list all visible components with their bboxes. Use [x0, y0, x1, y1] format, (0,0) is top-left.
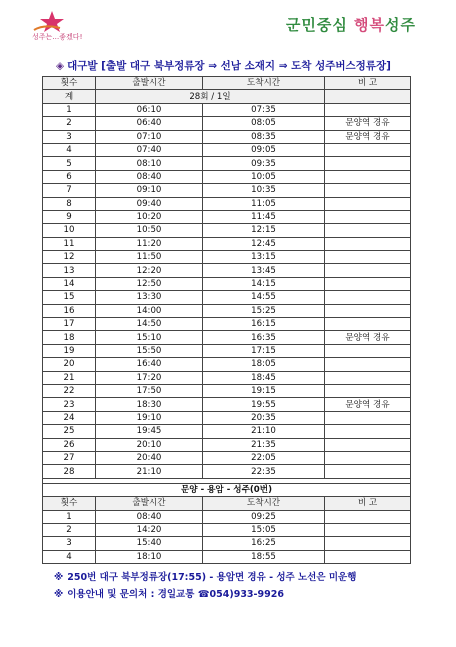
departure-time: 21:10: [96, 465, 203, 478]
arrival-time: 07:35: [203, 103, 325, 116]
reference-mark-icon: ※: [54, 572, 64, 583]
remark: [325, 344, 411, 357]
departure-time: 07:40: [96, 143, 203, 156]
arrival-time: 14:15: [203, 277, 325, 290]
table-row: [43, 157, 411, 170]
arrival-time: 14:55: [203, 291, 325, 304]
table-row: [43, 224, 411, 237]
departure-time: 14:50: [96, 318, 203, 331]
arrival-time: 22:05: [203, 451, 325, 464]
departure-time: 20:40: [96, 451, 203, 464]
page-header: [0, 0, 456, 52]
departure-time: 08:40: [96, 510, 203, 523]
arrival-time: 21:35: [203, 438, 325, 451]
trip-number: 28: [43, 465, 96, 478]
seongju-slogan-logo: [30, 10, 120, 46]
table-row: [43, 210, 411, 223]
arrival-time: 18:55: [203, 550, 325, 563]
arrival-time: 19:15: [203, 384, 325, 397]
remark: [325, 184, 411, 197]
arrival-time: 20:35: [203, 411, 325, 424]
column-header: 도착시간: [203, 77, 325, 90]
remark: [325, 411, 411, 424]
contact-text: 이용안내 및 문의처 : 경일교통 ☎054)933-9926: [67, 589, 284, 600]
trip-number: 8: [43, 197, 96, 210]
total-value: 28회 / 1일: [96, 90, 325, 103]
column-header: 출발시간: [96, 497, 203, 510]
remark: [325, 550, 411, 563]
table-header-row: [43, 77, 411, 90]
trip-number: 22: [43, 384, 96, 397]
departure-time: 17:50: [96, 384, 203, 397]
arrival-time: 11:05: [203, 197, 325, 210]
total-row: [43, 90, 411, 103]
table-row: [43, 384, 411, 397]
departure-time: 11:50: [96, 251, 203, 264]
departure-time: 15:10: [96, 331, 203, 344]
remark: [325, 523, 411, 536]
arrival-time: 11:45: [203, 210, 325, 223]
remark: [325, 170, 411, 183]
remark: [325, 425, 411, 438]
remark: [325, 210, 411, 223]
table-row: [43, 117, 411, 130]
departure-time: 19:10: [96, 411, 203, 424]
remark: [325, 224, 411, 237]
remark: [325, 510, 411, 523]
departure-time: 12:50: [96, 277, 203, 290]
remark: [325, 384, 411, 397]
schedule-table-body: [43, 77, 411, 479]
trip-number: 5: [43, 157, 96, 170]
trip-number: 16: [43, 304, 96, 317]
notice-line-1: [54, 569, 356, 583]
trip-number: 18: [43, 331, 96, 344]
section-title: 문양 - 용암 - 성주(0번): [43, 483, 411, 496]
trip-number: 14: [43, 277, 96, 290]
trip-number: 3: [43, 537, 96, 550]
table-row: [43, 304, 411, 317]
trip-number: 9: [43, 210, 96, 223]
departure-time: 19:45: [96, 425, 203, 438]
logo-text-part3: 성주: [385, 16, 416, 34]
sub-schedule-table-body: [43, 478, 411, 563]
trip-number: 27: [43, 451, 96, 464]
arrival-time: 16:25: [203, 537, 325, 550]
trip-number: 2: [43, 523, 96, 536]
arrival-time: 09:05: [203, 143, 325, 156]
star-logo-icon: [30, 10, 70, 34]
table-row: [43, 510, 411, 523]
arrival-time: 22:35: [203, 465, 325, 478]
arrival-time: 18:45: [203, 371, 325, 384]
remark: [325, 465, 411, 478]
trip-number: 6: [43, 170, 96, 183]
diamond-bullet-icon: ◈: [56, 60, 65, 72]
column-header: 횟수: [43, 497, 96, 510]
trip-number: 1: [43, 103, 96, 116]
arrival-time: 12:15: [203, 224, 325, 237]
arrival-time: 21:10: [203, 425, 325, 438]
remark: [325, 251, 411, 264]
column-header: 횟수: [43, 77, 96, 90]
table-row: [43, 184, 411, 197]
remark: [325, 318, 411, 331]
remark: 문양역 경유: [325, 398, 411, 411]
route-title-text: 대구발 [출발 대구 북부정류장 ⇒ 선남 소재지 ⇒ 도착 성주버스정류장]: [67, 60, 391, 72]
column-header: 비 고: [325, 497, 411, 510]
table-row: [43, 197, 411, 210]
arrival-time: 09:35: [203, 157, 325, 170]
logo-slogan: 성주는…좋겠다!: [32, 33, 83, 41]
table-row: [43, 398, 411, 411]
notice-text: 250번 대구 북부정류장(17:55) - 용암면 경유 - 성주 노선은 미운행: [67, 572, 357, 583]
departure-time: 10:50: [96, 224, 203, 237]
trip-number: 4: [43, 550, 96, 563]
table-row: [43, 344, 411, 357]
trip-number: 4: [43, 143, 96, 156]
departure-time: 16:40: [96, 358, 203, 371]
departure-time: 20:10: [96, 438, 203, 451]
table-row: [43, 143, 411, 156]
table-row: [43, 523, 411, 536]
arrival-time: 15:05: [203, 523, 325, 536]
trip-number: 11: [43, 237, 96, 250]
section-title-row: [43, 483, 411, 496]
table-row: [43, 264, 411, 277]
trip-number: 21: [43, 371, 96, 384]
trip-number: 20: [43, 358, 96, 371]
remark: [325, 451, 411, 464]
departure-time: 18:10: [96, 550, 203, 563]
trip-number: 17: [43, 318, 96, 331]
trip-number: 3: [43, 130, 96, 143]
departure-time: 17:20: [96, 371, 203, 384]
remark: [325, 277, 411, 290]
remark: [325, 197, 411, 210]
trip-number: 25: [43, 425, 96, 438]
arrival-time: 19:55: [203, 398, 325, 411]
bus-schedule-table: [42, 76, 411, 564]
trip-number: 19: [43, 344, 96, 357]
arrival-time: 13:15: [203, 251, 325, 264]
remark: [325, 264, 411, 277]
arrival-time: 08:35: [203, 130, 325, 143]
column-header: 비 고: [325, 77, 411, 90]
table-row: [43, 318, 411, 331]
arrival-time: 08:05: [203, 117, 325, 130]
remark: [325, 157, 411, 170]
departure-time: 09:40: [96, 197, 203, 210]
arrival-time: 12:45: [203, 237, 325, 250]
reference-mark-icon: ※: [54, 589, 64, 600]
arrival-time: 15:25: [203, 304, 325, 317]
column-header: 도착시간: [203, 497, 325, 510]
remark: [325, 537, 411, 550]
table-row: [43, 465, 411, 478]
arrival-time: 09:25: [203, 510, 325, 523]
arrival-time: 13:45: [203, 264, 325, 277]
arrival-time: 16:15: [203, 318, 325, 331]
table-row: [43, 425, 411, 438]
departure-time: 14:00: [96, 304, 203, 317]
trip-number: 13: [43, 264, 96, 277]
table-row: [43, 277, 411, 290]
trip-number: 23: [43, 398, 96, 411]
table-row: [43, 237, 411, 250]
remark: [325, 438, 411, 451]
departure-time: 08:10: [96, 157, 203, 170]
remark: 문양역 경유: [325, 130, 411, 143]
trip-number: 26: [43, 438, 96, 451]
remark: [325, 143, 411, 156]
remark: 문양역 경유: [325, 331, 411, 344]
departure-time: 09:10: [96, 184, 203, 197]
arrival-time: 18:05: [203, 358, 325, 371]
trip-number: 2: [43, 117, 96, 130]
table-row: [43, 550, 411, 563]
table-row: [43, 358, 411, 371]
departure-time: 18:30: [96, 398, 203, 411]
departure-time: 11:20: [96, 237, 203, 250]
remark: 문양역 경유: [325, 117, 411, 130]
table-header-row: [43, 497, 411, 510]
remark: [325, 103, 411, 116]
trip-number: 15: [43, 291, 96, 304]
logo-text-part1: 군민중심: [285, 16, 355, 34]
departure-time: 06:10: [96, 103, 203, 116]
table-row: [43, 411, 411, 424]
happy-seongju-logo: [286, 14, 416, 35]
departure-time: 14:20: [96, 523, 203, 536]
trip-number: 10: [43, 224, 96, 237]
table-row: [43, 438, 411, 451]
departure-time: 13:30: [96, 291, 203, 304]
remark: [325, 304, 411, 317]
trip-number: 1: [43, 510, 96, 523]
table-row: [43, 291, 411, 304]
arrival-time: 10:35: [203, 184, 325, 197]
remark: [325, 358, 411, 371]
trip-number: 24: [43, 411, 96, 424]
table-row: [43, 537, 411, 550]
departure-time: 07:10: [96, 130, 203, 143]
table-row: [43, 170, 411, 183]
table-row: [43, 103, 411, 116]
departure-time: 06:40: [96, 117, 203, 130]
arrival-time: 16:35: [203, 331, 325, 344]
column-header: 출발시간: [96, 77, 203, 90]
departure-time: 08:40: [96, 170, 203, 183]
table-row: [43, 371, 411, 384]
total-remark: [325, 90, 411, 103]
arrival-time: 17:15: [203, 344, 325, 357]
departure-time: 12:20: [96, 264, 203, 277]
notice-line-2: [54, 586, 284, 600]
trip-number: 12: [43, 251, 96, 264]
remark: [325, 237, 411, 250]
table-row: [43, 251, 411, 264]
departure-time: 10:20: [96, 210, 203, 223]
departure-time: 15:40: [96, 537, 203, 550]
table-row: [43, 331, 411, 344]
total-label: 계: [43, 90, 96, 103]
trip-number: 7: [43, 184, 96, 197]
arrival-time: 10:05: [203, 170, 325, 183]
route-title: [56, 58, 391, 73]
remark: [325, 371, 411, 384]
departure-time: 15:50: [96, 344, 203, 357]
table-row: [43, 130, 411, 143]
remark: [325, 291, 411, 304]
table-row: [43, 451, 411, 464]
logo-text-part2: 행복: [354, 16, 386, 34]
